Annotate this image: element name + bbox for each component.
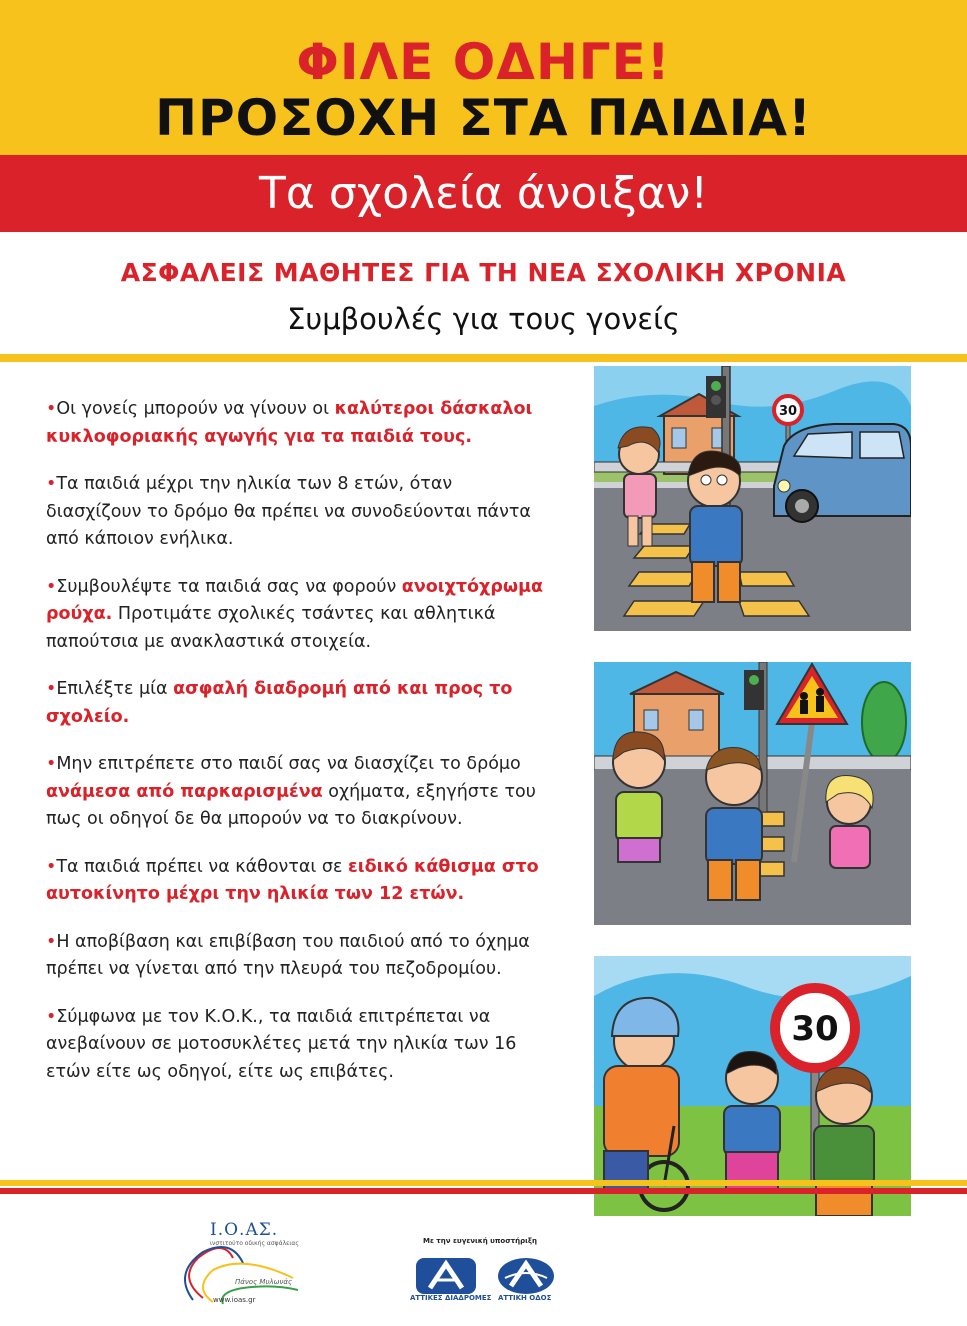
bullet-icon: • (46, 399, 57, 419)
tip-item: •Επιλέξτε μία ασφαλή διαδρομή από και προς το σχολείο. (46, 679, 513, 727)
header-band-text: Τα σχολεία άνοιξαν! (259, 168, 708, 219)
bullet-icon: • (46, 1006, 57, 1027)
bullet-icon: • (46, 679, 57, 699)
section-title: ΑΣΦΑΛΕΙΣ ΜΑΘΗΤΕΣ ΓΙΑ ΤΗ ΝΕΑ ΣΧΟΛΙΚΗ ΧΡΟΝΙΑ (120, 258, 847, 287)
speed-sign-text-large: 30 (791, 1009, 839, 1049)
tip-item: •Συμβουλέψτε τα παιδιά σας να φορούν ανοιχτόχρωμα ρούχα. Προτιμάτε σχολικές τσάντες και αθλητικά παπούτσια με ανακλαστικά στοιχεία. (46, 576, 543, 652)
bottom-yellow-divider (0, 1180, 967, 1186)
top-yellow-divider (0, 354, 967, 362)
tip-item: •Τα παιδιά μέχρι την ηλικία των 8 ετών, όταν διασχίζουν το δρόμο θα πρέπει να συνοδεύονται πάντα από κάποιον ενήλικα. (46, 474, 531, 549)
bullet-icon: • (46, 856, 57, 877)
header-line2: ΠΡΟΣΟΧΗ ΣΤΑ ΠΑΙΔΙΑ! (155, 89, 812, 147)
bullet-icon: • (46, 931, 57, 952)
footer (0, 1210, 967, 1326)
bullet-icon: • (46, 474, 57, 494)
ioas-url: www.ioas.gr (213, 1296, 256, 1304)
tip-item: •Οι γονείς μπορούν να γίνουν οι καλύτεροι δάσκαλοι κυκλοφοριακής αγωγής για τα παιδιά τους. (46, 399, 533, 447)
illustration-crossing-car (594, 366, 911, 631)
illustration-cyclist-speed-sign (594, 956, 911, 1216)
tips-list (46, 396, 546, 1106)
ioas-tagline: ινστιτούτο οδικής ασφάλειας (210, 1240, 299, 1247)
ioas-founder: Πάνος Μυλωνάς (235, 1278, 293, 1286)
bullet-icon: • (46, 576, 57, 597)
speed-sign-text: 30 (778, 404, 798, 419)
tip-item: •Η αποβίβαση και επιβίβαση του παιδιού από το όχημα πρέπει να γίνεται από την πλευρά του πεζοδρομίου. (46, 931, 530, 979)
section-subtitle: Συμβουλές για τους γονείς (287, 302, 680, 336)
illustration-school-sign (594, 662, 911, 925)
tip-item: •Σύμφωνα με τον Κ.Ο.Κ., τα παιδιά επιτρέπεται να ανεβαίνουν σε μοτοσυκλέτες μετά την ηλικία των 16 ετών είτε ως οδηγοί, είτε ως επιβάτες. (46, 1006, 517, 1082)
support-label: Με την ευγενική υποστήριξη (423, 1237, 537, 1245)
tip-item: •Μην επιτρέπετε στο παιδί σας να διασχίζει το δρόμο ανάμεσα από παρκαρισμένα οχήματα, εξηγήστε του πως οι οδηγοί δε θα μπορούν να το διακρίνουν. (46, 754, 536, 829)
bullet-icon: • (46, 754, 57, 774)
tip-item: •Τα παιδιά πρέπει να κάθονται σε ειδικό κάθισμα στο αυτοκίνητο μέχρι την ηλικία των 12 ετών. (46, 856, 539, 904)
ioas-logo-text: Ι.Ο.ΑΣ. (210, 1220, 279, 1240)
header-line1: ΦΙΛΕ ΟΔΗΓΕ! (296, 33, 671, 91)
logo2-label: ΑΤΤΙΚΗ ΟΔΟΣ (498, 1294, 552, 1302)
logo1-label: ΑΤΤΙΚΕΣ ΔΙΑΔΡΟΜΕΣ (410, 1294, 492, 1302)
bottom-red-divider (0, 1188, 967, 1194)
